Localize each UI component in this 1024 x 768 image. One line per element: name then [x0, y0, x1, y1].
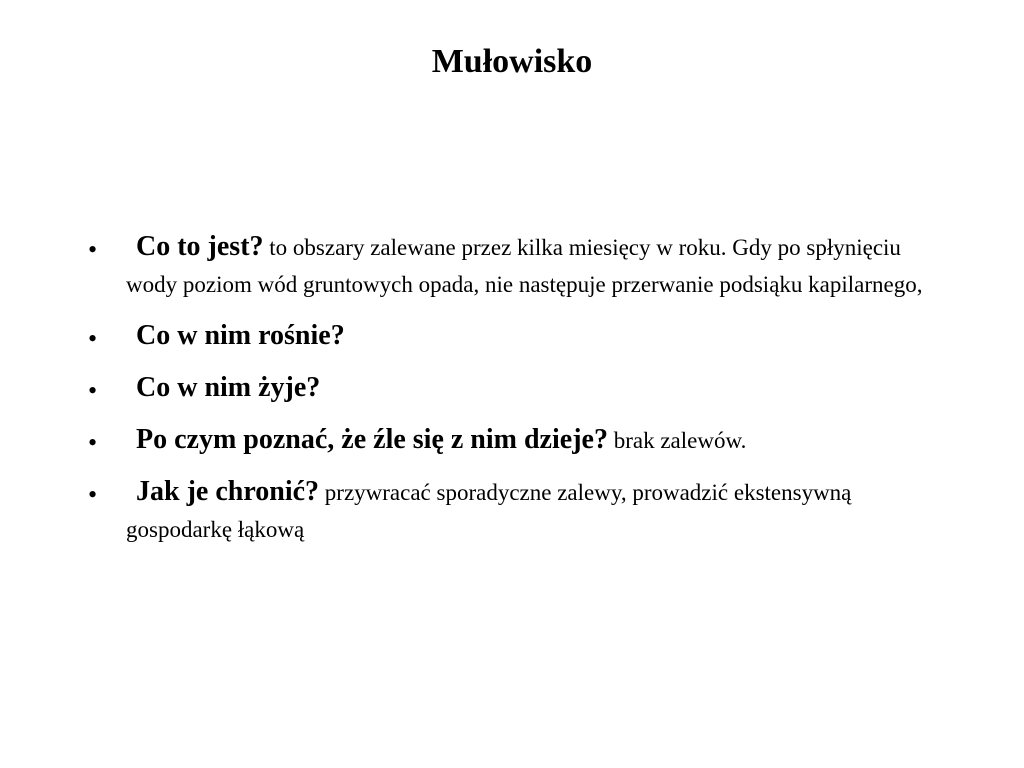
- bullet-question: Co w nim rośnie?: [136, 320, 345, 351]
- bullet-item-co-rosnie: [88, 319, 938, 357]
- bullet-dot-icon: •: [88, 428, 98, 457]
- bullet-question: Po czym poznać, że źle się z nim dzieje?: [136, 424, 608, 455]
- bullet-item-co-zyje: [88, 371, 938, 409]
- slide-title: Mułowisko: [431, 43, 593, 80]
- bullet-answer: to obszary zalewane przez kilka miesięcy w roku. Gdy po spłynięciu wody poziom wód gruntowych opada, nie następuje przerwanie podsiąku kapilarnego,: [126, 235, 923, 297]
- bullet-question: Co w nim żyje?: [136, 372, 321, 403]
- bullet-question: Jak je chronić?: [136, 476, 320, 507]
- bullet-dot-icon: •: [88, 235, 98, 264]
- bullet-item-jak-chronic: [88, 475, 938, 550]
- bullet-dot-icon: •: [88, 324, 98, 353]
- bullet-list: [88, 230, 938, 564]
- bullet-dot-icon: •: [88, 376, 98, 405]
- bullet-question: Co to jest?: [136, 231, 264, 262]
- bullet-answer: przywracać sporadyczne zalewy, prowadzić ekstensywną gospodarkę łąkową: [126, 480, 852, 542]
- bullet-answer: brak zalewów.: [607, 428, 747, 453]
- bullet-item-co-to-jest: [88, 230, 938, 305]
- bullet-item-po-czym-poznac: [88, 423, 938, 461]
- bullet-dot-icon: •: [88, 480, 98, 509]
